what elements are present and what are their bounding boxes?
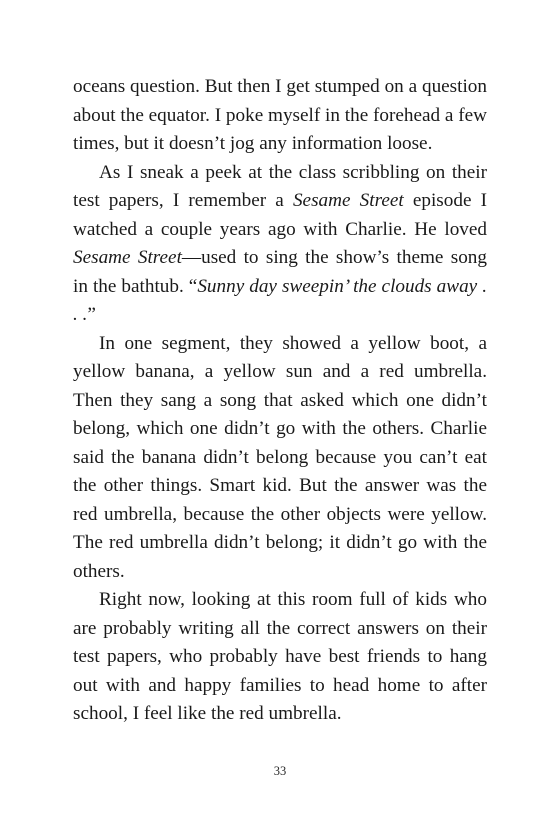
paragraph-2 (73, 159, 487, 330)
text-segment: In one segment, they showed a yellow boot, a yellow banana, a yellow sun and a red umbrella. Then they sang a song that asked which one didn’t belong, which one didn’t go with the others. Charlie said the banana didn’t belong because you can’t eat the other things. Smart kid. But the answer was the red umbrella, because the other objects were yellow. The red umbrella didn’t belong; it didn’t go with the others. (73, 332, 487, 582)
text-segment: As I sneak a peek at the class scribbling on their test papers, I remember a (73, 161, 487, 211)
text-segment: Right now, looking at this room full of kids who are probably writing all the correct answers on their test papers, who probably have best friends to hang out with and happy families to head home to after school, I feel like the red umbrella. (73, 589, 487, 724)
text-segment: ” (87, 304, 96, 325)
text-segment: episode I watched a couple years ago with Charlie. He loved (73, 190, 488, 240)
text-segment: oceans question. But then I get stumped on a question about the equator. I poke myself in the forehead a few times, but it doesn’t jog any information loose. (73, 76, 487, 154)
italic-title: Sesame Street (292, 190, 404, 211)
italic-title: Sesame Street (73, 247, 182, 268)
paragraph-4 (73, 586, 487, 729)
paragraph-3 (73, 330, 487, 587)
body-text (73, 73, 487, 729)
italic-lyric: Sunny day sweepin’ the clouds away . . . (73, 275, 488, 325)
paragraph-1 (73, 73, 487, 159)
page-number: 33 (273, 764, 287, 778)
text-segment: —used to sing the show’s theme song in the bathtub. “ (73, 247, 487, 297)
